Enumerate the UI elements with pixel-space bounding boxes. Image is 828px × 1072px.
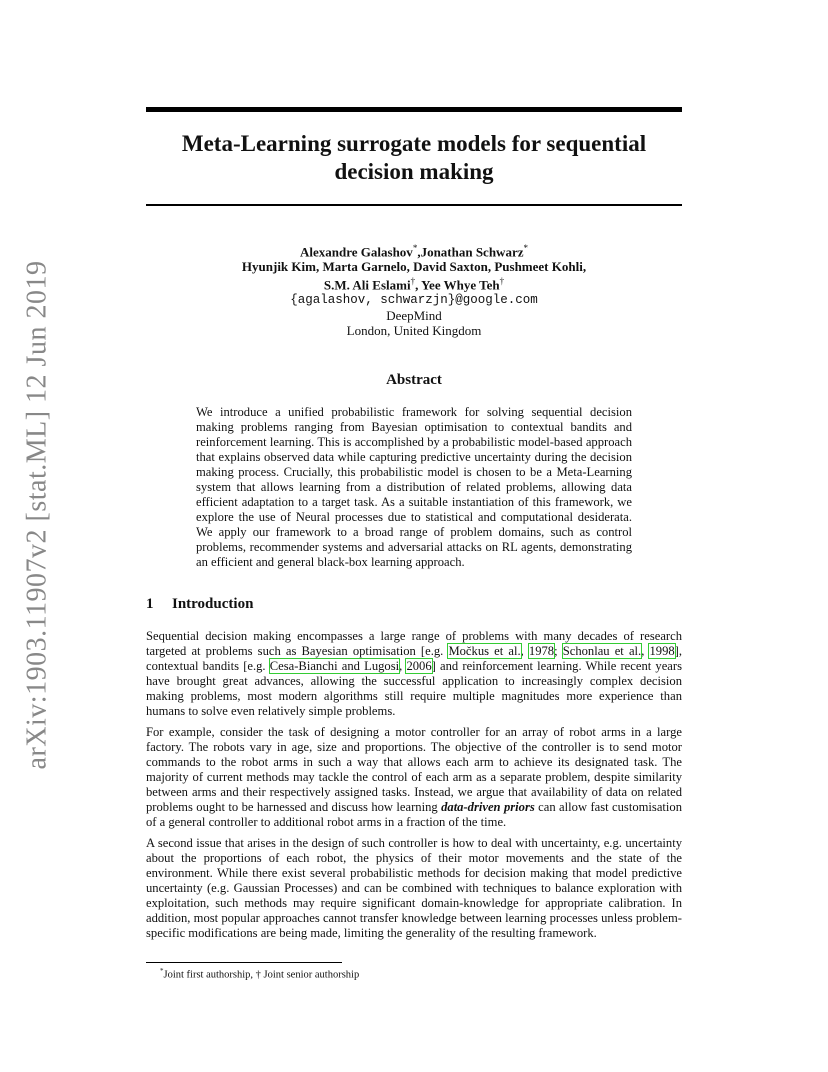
citation-link-schonlau[interactable]: Schonlau et al.: [562, 644, 642, 658]
author-line-1: Alexandre Galashov*,Jonathan Schwarz*: [300, 243, 528, 260]
citation-link-schonlau-year[interactable]: 1998: [649, 644, 675, 658]
footnote-rule: [146, 962, 342, 963]
citation-link-mockus[interactable]: Močkus et al.: [448, 644, 521, 658]
intro-paragraph-1: Sequential decision making encompasses a large range of problems with many decades of research targeted at problems such as Bayesian optimisation [e.g. Močkus et al., 1978; Schonlau et al., 1998], contextual bandits [e.g. Cesa-Bianchi and Lugosi, 2006] and reinforcement learning. While recent years have brought great advances, allowing the successful application to increasingly complex decision making problems, most modern algorithms still require multiple magnitudes more experience than humans to solve even relatively simple problems.: [146, 629, 682, 718]
intro-paragraph-3: A second issue that arises in the design of such controller is how to deal with uncertainty, e.g. uncertainty about the proportions of each robot, the physics of their motor movements and the state of the environment. While there exist several probabilistic methods for decision making that model predictive uncertainty (e.g. Gaussian Processes) and can be combined with techniques to balance exploration with exploitation, such methods may require significant domain-knowledge for appropriate calibration. In addition, most popular approaches cannot transfer knowledge between learning processes unless problem-specific modifications are being made, limiting the generality of the resulting framework.: [146, 836, 682, 940]
arxiv-identifier: [19, 260, 55, 770]
abstract-text: We introduce a unified probabilistic framework for solving sequential decision making problems ranging from Bayesian optimisation to contextual bandits and reinforcement learning. This is accomplished by a probabilistic model-based approach that explains observed data while capturing predictive uncertainty during the decision making process. Crucially, this probabilistic model is chosen to be a Meta-Learning system that allows learning from a distribution of related problems, allowing data efficient adaptation to a target task. As a suitable instantiation of this framework, we explore the use of Neural processes due to statistical and computational desiderata. We apply our framework to a broad range of problem domains, such as control problems, recommender systems and adversarial attacks on RL agents, demonstrating an efficient and general black-box learning approach.: [196, 405, 632, 569]
title-line-1: Meta-Learning surrogate models for sequential: [181, 131, 647, 156]
author-organization: DeepMind: [386, 307, 442, 323]
footnote: [160, 965, 359, 982]
title-bottom-rule: [146, 204, 682, 206]
citation-link-mockus-year[interactable]: 1978: [528, 644, 555, 658]
title-top-rule: [146, 107, 682, 112]
author-block: [146, 241, 682, 338]
paper-title: [146, 130, 682, 186]
author-location: London, United Kingdom: [346, 322, 482, 338]
citation-link-cesa-bianchi[interactable]: Cesa-Bianchi and Lugosi: [269, 659, 400, 673]
emphasis-data-driven-priors: data-driven priors: [441, 800, 535, 814]
footnote-text: Joint first authorship, † Joint senior authorship: [163, 969, 360, 981]
title-line-2: decision making: [334, 159, 494, 184]
section-title: Introduction: [172, 596, 254, 612]
footnote-mark: *: [160, 967, 164, 975]
author-line-2: Hyunjik Kim, Marta Garnelo, David Saxton, Pushmeet Kohli,: [241, 259, 587, 275]
arxiv-identifier-text: arXiv:1903.11907v2 [stat.ML] 12 Jun 2019: [21, 260, 53, 770]
intro-paragraph-2: For example, consider the task of designing a motor controller for an array of robot arms in a large factory. The robots vary in age, size and proportions. The objective of the controller is to send motor commands to the robot arms in such a way that allows each arm to achieve its designated task. The majority of current methods may tackle the control of each arm as a separate problem, despite similarity between arms and their respectively assigned tasks. Instead, we argue that availability of data on related problems ought to be harnessed and discuss how learning data-driven priors can allow fast customisation of a general controller to additional robot arms in a fraction of the time.: [146, 725, 682, 829]
citation-link-cesa-bianchi-year[interactable]: 2006: [406, 659, 432, 673]
author-email: {agalashov, schwarzjn}@google.com: [290, 292, 538, 307]
author-line-3: S.M. Ali Eslami†, Yee Whye Teh†: [323, 276, 505, 293]
section-number: 1: [146, 596, 154, 612]
introduction-body: [146, 629, 682, 947]
abstract-heading: Abstract: [386, 372, 442, 388]
section-heading-introduction: [146, 596, 253, 613]
